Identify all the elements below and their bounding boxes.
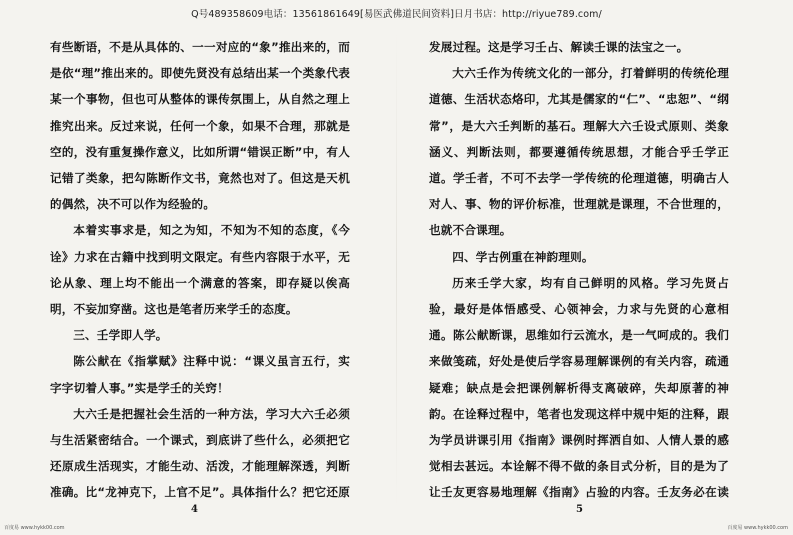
book-gutter — [396, 30, 397, 510]
left-paragraph-1: 有些断语，不是从具体的、一一对应的“象”推出来的，而是依“理”推出来的。即使先贤没有总结出某一个类象代表某一个事物，但也可从整体的课传氛围上，从自然之理上推究出来。反过来说，任何一个象，如果不合理，那就是空的，没有重复操作意义，比如所谓“错误正断”中，有人记错了类象，把勾陈断作文书，竟然也对了。但这是天机的偶然，决不可以作为经验的。 — [50, 40, 350, 212]
left-page-number: 4 — [191, 504, 198, 515]
right-page — [429, 34, 729, 504]
right-page-number: 5 — [576, 504, 583, 515]
right-paragraph-1: 发展过程。这是学习壬占、解读壬课的法宝之一。 — [429, 40, 689, 54]
scan-header: Q号489358609电话：13561861649[易医武佛道民间资料]日月书店：http://riyue789.com/ — [191, 9, 602, 20]
left-paragraph-2: 本着实事求是，知之为知，不知为不知的态度，《今诠》力求在古籍中找到明文限定。有些内容限于水平，无论从象、理上均不能出一个满意的答案，即存疑以俟高明，不妄加穿凿。这也是笔者历来学壬的态度。 — [50, 223, 350, 317]
footer-watermark-right: 百度易 www.hykk00.com — [727, 525, 788, 531]
right-paragraph-3: 历来壬学大家，均有自己鲜明的风格。学习先贤占验，最好是体悟感受、心领神会，力求与先贤的心意相通。陈公献断课，思维如行云流水，是一气呵成的。我们来做笺疏，好处是使后学容易理解课例的有关内容，疏通疑难；缺点是会把课例解析得支离破碎，失却原著的神韵。在诠释过程中，笔者也发现这样中规中矩的注释，跟为学员讲课引用《指南》课例时挥洒自如、人情人景的感觉相去甚远。本诠解不得不做的条目式分析，目的是为了让壬友更容易地理解《指南》占验的内容。壬友务必在读 — [429, 275, 729, 500]
left-section-heading: 三、壬学即人学。 — [73, 328, 168, 343]
left-paragraph-4: 大六壬是把握社会生活的一种方法，学习大六壬必须与生活紧密结合。一个课式，到底讲了些什么，必须把它还原成生活现实，才能生动、活泼，才能理解深透，判断准确。比“龙神克下，上官不足”。具体指什么？把它还原 — [50, 406, 350, 500]
left-page — [50, 34, 350, 504]
left-paragraph-3: 陈公献在《指掌赋》注释中说：“课义虽言五行，实字字切着人事。”实是学壬的关窍！ — [50, 354, 350, 395]
right-section-heading: 四、学古例重在神韵理则。 — [452, 249, 594, 264]
footer-watermark-left: 百度易 www.hykk00.com — [4, 525, 65, 531]
right-paragraph-2: 大六壬作为传统文化的一部分，打着鲜明的传统伦理道德、生活状态烙印，尤其是儒家的“仁”、“忠恕”、“纲常”，是大六壬判断的基石。理解大六壬设式原则、类象涵义、判断法则，都要遵循传统思想，才能合乎壬学正道。学壬者，不可不去学一学传统的伦理道德，明确古人对人、事、物的评价标准，世理就是课理，不合世理的，也就不合课理。 — [429, 66, 729, 238]
